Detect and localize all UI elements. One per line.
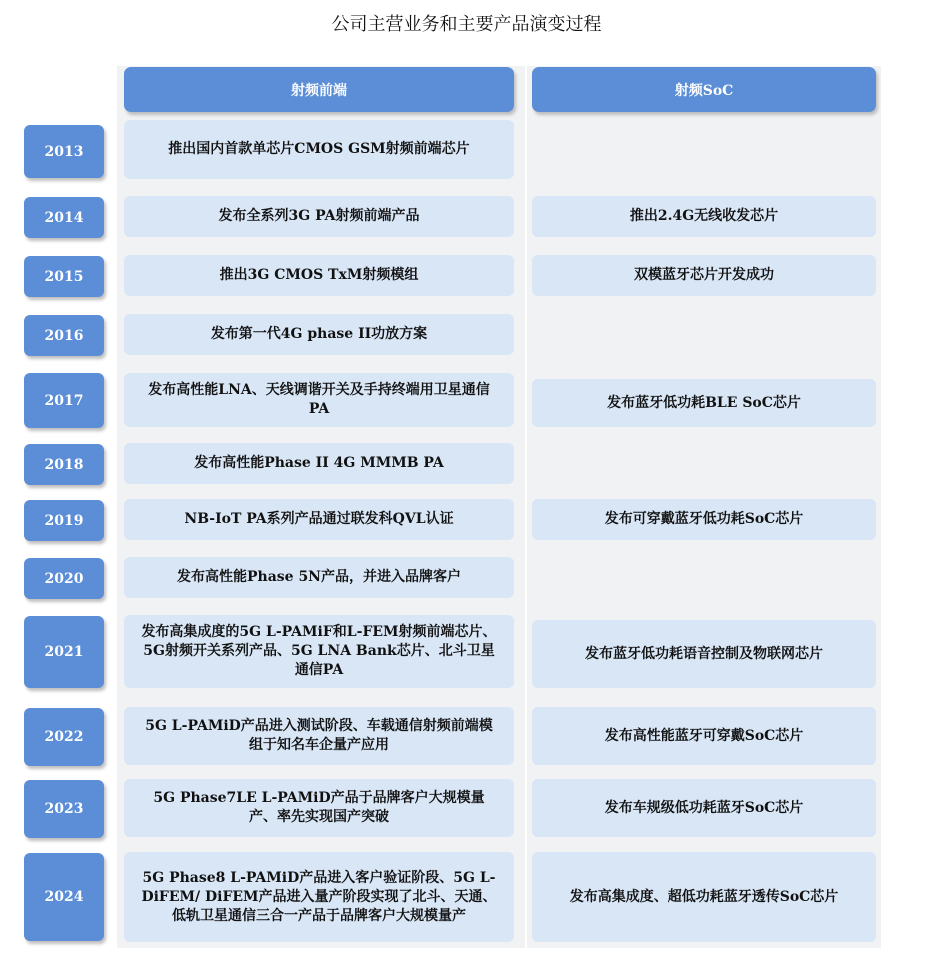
soc-column-header: 射频SoC [532, 67, 876, 112]
soc-milestone [532, 852, 876, 942]
rf-milestone-text: 推出3G CMOS TxM射频模组 [219, 267, 419, 283]
rf-milestone [124, 255, 514, 296]
rf-column-header: 射频前端 [124, 67, 514, 112]
soc-milestone-text: 发布蓝牙低功耗语音控制及物联网芯片 [585, 645, 823, 662]
year-label: 2017 [24, 373, 104, 428]
year-label: 2023 [24, 780, 104, 838]
soc-milestone [532, 196, 876, 237]
soc-milestone-text: 发布可穿戴蓝牙低功耗SoC芯片 [604, 511, 804, 527]
rf-milestone-text: 发布高集成度的5G L-PAMiF和L-FEM射频前端芯片、5G射频开关系列产品、5G LNA Bank芯片、北斗卫星通信PA [141, 624, 497, 678]
rf-milestone [124, 615, 514, 688]
year-label: 2022 [24, 708, 104, 766]
soc-milestone [532, 707, 876, 765]
soc-milestone-text: 发布高性能蓝牙可穿戴SoC芯片 [604, 727, 804, 744]
rf-milestone [124, 707, 514, 765]
year-label: 2018 [24, 444, 104, 485]
rf-milestone-text: NB-IoT PA系列产品通过联发科QVL认证 [184, 511, 454, 527]
year-label: 2024 [24, 853, 104, 941]
rf-milestone-text: 5G L-PAMiD产品进入测试阶段、车载通信射频前端模组于知名车企量产应用 [145, 718, 493, 753]
rf-milestone-text: 推出国内首款单芯片CMOS GSM射频前端芯片 [168, 141, 470, 157]
soc-milestone-text: 发布车规级低功耗蓝牙SoC芯片 [604, 799, 804, 816]
year-label: 2019 [24, 500, 104, 541]
rf-milestone-text: 5G Phase7LE L-PAMiD产品于品牌客户大规模量产、率先实现国产突破 [153, 790, 485, 825]
year-label: 2013 [24, 125, 104, 178]
rf-milestone [124, 373, 514, 427]
rf-milestone [124, 196, 514, 237]
rf-milestone [124, 852, 514, 942]
rf-milestone [124, 779, 514, 837]
rf-milestone [124, 443, 514, 484]
rf-milestone [124, 499, 514, 540]
soc-milestone [532, 499, 876, 540]
rf-milestone-text: 发布第一代4G phase II功放方案 [210, 326, 428, 342]
soc-milestone [532, 255, 876, 296]
rf-milestone [124, 314, 514, 355]
rf-milestone-text: 发布高性能Phase II 4G MMMB PA [194, 455, 444, 471]
soc-milestone-text: 双模蓝牙芯片开发成功 [634, 267, 774, 283]
rf-milestone [124, 557, 514, 598]
soc-milestone [532, 379, 876, 427]
year-label: 2021 [24, 616, 104, 688]
diagram-title: 公司主营业务和主要产品演变过程 [331, 14, 602, 35]
soc-milestone [532, 620, 876, 688]
rf-milestone-text: 5G Phase8 L-PAMiD产品进入客户验证阶段、5G L-DiFEM/ DiFEM产品进入量产阶段实现了北斗、天通、低轨卫星通信三合一产品于品牌客户大规模量产 [141, 869, 497, 924]
rf-milestone-text: 发布高性能Phase 5N产品，并进入品牌客户 [177, 569, 461, 585]
soc-milestone-text: 推出2.4G无线收发芯片 [629, 208, 779, 224]
rf-milestone [124, 120, 514, 179]
soc-milestone-text: 发布高集成度、超低功耗蓝牙透传SoC芯片 [569, 888, 839, 905]
year-label: 2020 [24, 558, 104, 599]
year-label: 2015 [24, 256, 104, 297]
rf-milestone-text: 发布高性能LNA、天线调谐开关及手持终端用卫星通信PA [148, 382, 490, 417]
rf-milestone-text: 发布全系列3G PA射频前端产品 [218, 208, 420, 224]
soc-milestone [532, 779, 876, 837]
soc-milestone-text: 发布蓝牙低功耗BLE SoC芯片 [607, 394, 801, 411]
year-label: 2016 [24, 315, 104, 356]
year-label: 2014 [24, 197, 104, 238]
